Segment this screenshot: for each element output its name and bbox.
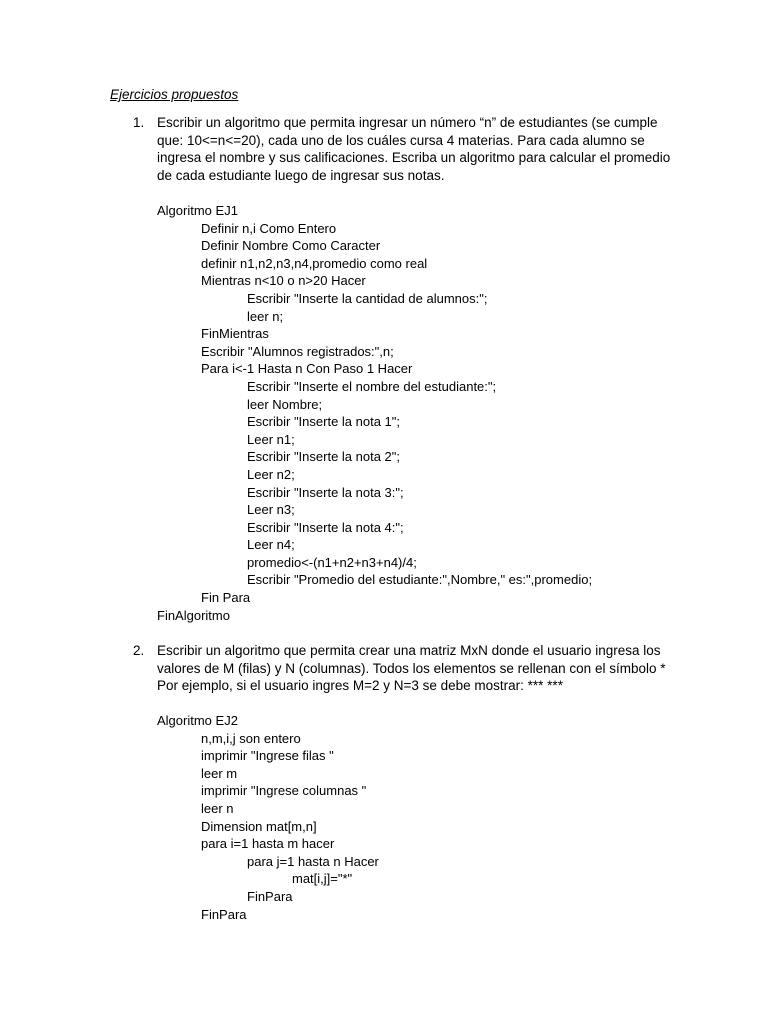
code-line: Para i<-1 Hasta n Con Paso 1 Hacer — [201, 361, 413, 377]
code-line: Definir Nombre Como Caracter — [201, 238, 381, 254]
code-line: imprimir "Ingrese columnas " — [201, 783, 367, 799]
code-line: Leer n1; — [247, 431, 295, 447]
code-line: leer Nombre; — [247, 396, 323, 412]
section-heading: Ejercicios propuestos — [110, 87, 239, 102]
code-line: Escribir "Inserte el nombre del estudiante:"; — [247, 378, 497, 394]
exercise-2-statement — [157, 642, 666, 695]
code-line: Escribir "Inserte la nota 1"; — [247, 414, 401, 430]
exercise-1-number: 1. — [133, 115, 145, 130]
statement-line: ingresa el nombre y sus calificaciones. Escriba un algoritmo para calcular el promedio — [157, 150, 671, 166]
code-line: FinMientras — [201, 326, 269, 342]
exercise-1-code — [157, 202, 592, 624]
code-line: FinPara — [247, 888, 293, 904]
code-line: definir n1,n2,n3,n4,promedio como real — [201, 255, 428, 271]
code-line: Fin Para — [201, 590, 251, 606]
statement-line: que: 10<=n<=20), cada uno de los cuáles cursa 4 materias. Para cada alumno se — [157, 132, 645, 148]
code-line: Algoritmo EJ1 — [157, 203, 238, 218]
statement-line: Por ejemplo, si el usuario ingres M=2 y N=3 se debe mostrar: *** *** — [157, 678, 563, 694]
code-line: para i=1 hasta m hacer — [201, 836, 335, 852]
code-line: imprimir "Ingrese filas " — [201, 748, 334, 764]
code-line: Escribir "Inserte la nota 2"; — [247, 449, 401, 465]
code-line: Escribir "Inserte la nota 4:"; — [247, 519, 404, 535]
code-line: FinPara — [201, 906, 247, 922]
code-line: Leer n3; — [247, 502, 295, 518]
statement-line: valores de M (filas) y N (columnas). Todos los elementos se rellenan con el símbolo * — [157, 660, 666, 676]
code-line: Definir n,i Como Entero — [201, 220, 337, 236]
code-line: n,m,i,j son entero — [201, 730, 301, 746]
code-line: leer m — [201, 765, 238, 781]
code-line: leer n — [201, 800, 234, 816]
code-line: Leer n4; — [247, 537, 295, 553]
code-line: para j=1 hasta n Hacer — [247, 853, 379, 869]
exercise-2-code — [157, 712, 379, 923]
code-line: mat[i,j]="*" — [292, 871, 353, 887]
code-line: Escribir "Promedio del estudiante:",Nombre," es:",promedio; — [247, 572, 593, 588]
code-line: leer n; — [247, 308, 284, 324]
code-line: Escribir "Inserte la cantidad de alumnos:"; — [247, 290, 488, 306]
code-line: Leer n2; — [247, 466, 295, 482]
code-line: Dimension mat[m,n] — [201, 818, 317, 834]
exercise-1-statement — [157, 114, 671, 184]
statement-line: Escribir un algoritmo que permita crear una matriz MxN donde el usuario ingresa los — [157, 643, 661, 658]
code-line: Escribir "Inserte la nota 3:"; — [247, 484, 404, 500]
code-line: Mientras n<10 o n>20 Hacer — [201, 273, 366, 289]
code-line: Escribir "Alumnos registrados:",n; — [201, 343, 394, 359]
code-line: FinAlgoritmo — [157, 607, 230, 623]
code-line: promedio<-(n1+n2+n3+n4)/4; — [247, 554, 417, 570]
exercise-2-number: 2. — [133, 643, 145, 658]
statement-line: Escribir un algoritmo que permita ingresar un número “n” de estudiantes (se cumple — [157, 115, 658, 130]
statement-line: de cada estudiante luego de ingresar sus notas. — [157, 167, 445, 183]
code-line: Algoritmo EJ2 — [157, 713, 238, 728]
